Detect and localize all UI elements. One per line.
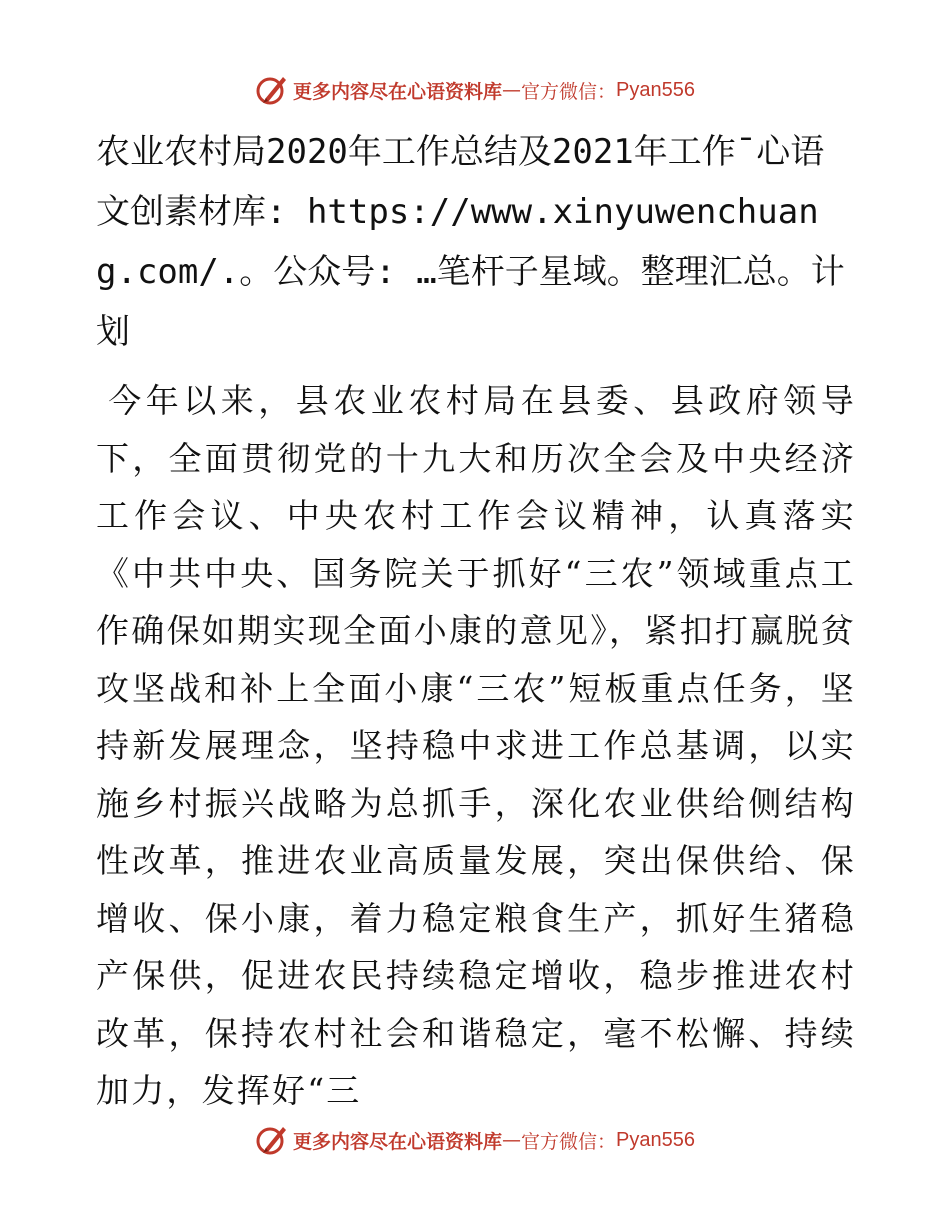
banner-title: 更多内容尽在心语资料库: [293, 1130, 503, 1153]
document-body-paragraph: [96, 372, 856, 1120]
banner-wechat-id: Pyan556: [616, 1128, 695, 1151]
banner-contact-label: 官方微信：: [521, 1130, 617, 1153]
banner-separator: —: [502, 79, 522, 101]
footer-watermark-banner: [0, 1120, 950, 1160]
quill-logo-icon: [255, 1123, 289, 1157]
banner-wechat-id: Pyan556: [616, 78, 695, 101]
banner-title: 更多内容尽在心语资料库: [293, 80, 503, 103]
header-watermark-banner: [0, 70, 950, 110]
document-content: [96, 122, 856, 1120]
body-text: 今年以来，县农业农村局在县委、县政府领导下，全面贯彻党的十九大和历次全会及中央经济工作会议、中央农村工作会议精神，认真落实《中共中央、国务院关于抓好“三农”领域重点工作确保如期实现全面小康的意见》，紧扣打赢脱贫攻坚战和补上全面小康“三农”短板重点任务，坚持新发展理念，坚持稳中求进工作总基调，以实施乡村振兴战略为总抓手，深化农业供给侧结构性改革，推进农业高质量发展，突出保供给、保增收、保小康，着力稳定粮食生产，抓好生猪稳产保供，促进农民持续稳定增收，稳步推进农村改革，保持农村社会和谐稳定，毫不松懈、持续加力，发挥好“三: [96, 381, 856, 1110]
banner-contact-label: 官方微信：: [521, 80, 617, 103]
document-title: 农业农村局2020年工作总结及2021年工作¯心语文创素材库: https://www.xinyuwenchuang.com/.。公众号: …笔杆子星域。整理汇总。计划: [96, 132, 845, 352]
quill-logo-icon: [255, 73, 289, 107]
banner-separator: —: [502, 1129, 522, 1151]
